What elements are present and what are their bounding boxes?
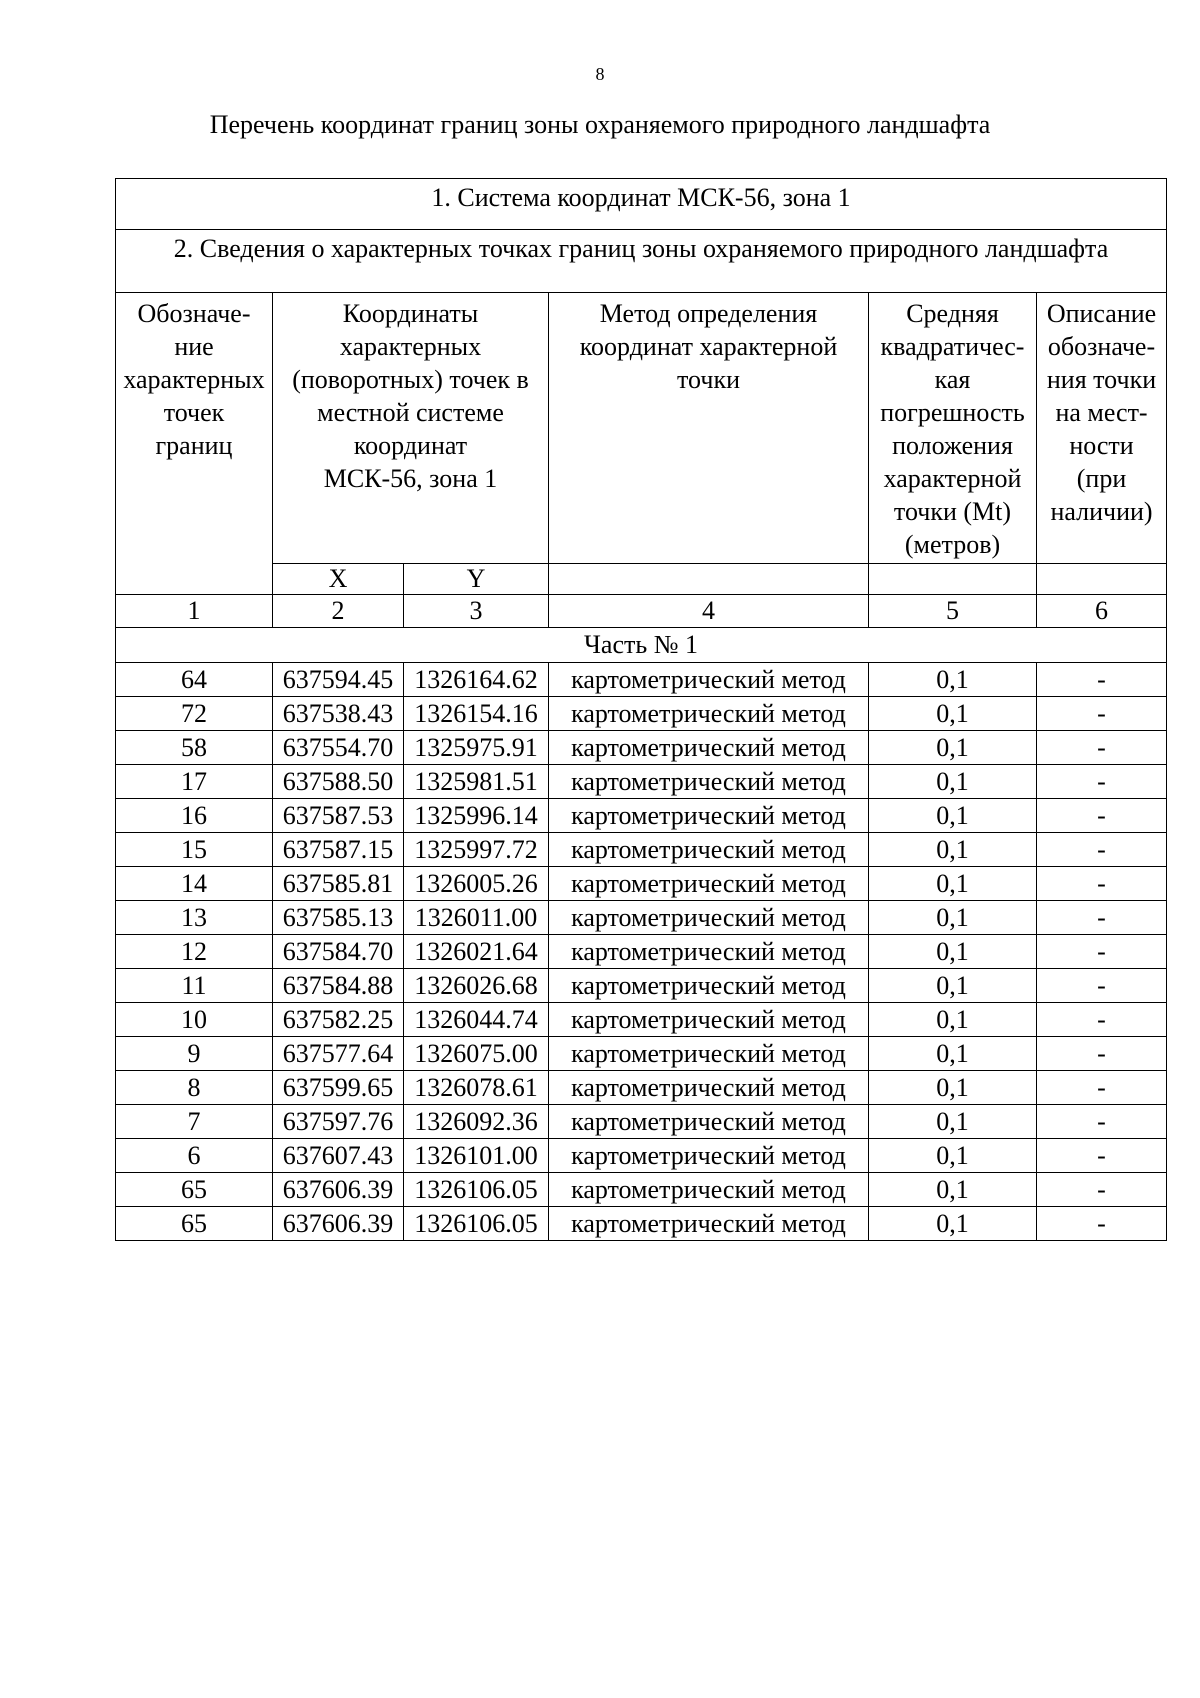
cell-description: - — [1037, 663, 1167, 697]
table-row — [116, 765, 1167, 799]
column-number-5: 5 — [869, 595, 1037, 628]
table-body — [116, 663, 1167, 1241]
cell-y: 1326026.68 — [404, 969, 549, 1003]
cell-description: - — [1037, 697, 1167, 731]
cell-mean-error: 0,1 — [869, 799, 1037, 833]
cell-x: 637584.88 — [273, 969, 404, 1003]
cell-point: 17 — [116, 765, 273, 799]
cell-y: 1325975.91 — [404, 731, 549, 765]
column-number-1: 1 — [116, 595, 273, 628]
column-number-2: 2 — [273, 595, 404, 628]
cell-x: 637606.39 — [273, 1207, 404, 1241]
cell-mean-error: 0,1 — [869, 1003, 1037, 1037]
cell-description: - — [1037, 731, 1167, 765]
cell-mean-error: 0,1 — [869, 765, 1037, 799]
column-number-4: 4 — [549, 595, 869, 628]
cell-method: картометрический метод — [549, 1207, 869, 1241]
cell-x: 637607.43 — [273, 1139, 404, 1173]
header-description: Описание обозначе- ния точки на мест- ности (при наличии) — [1037, 293, 1167, 564]
cell-y: 1325997.72 — [404, 833, 549, 867]
part-label: Часть № 1 — [116, 628, 1167, 663]
cell-point: 65 — [116, 1173, 273, 1207]
cell-y: 1326078.61 — [404, 1071, 549, 1105]
cell-method: картометрический метод — [549, 1105, 869, 1139]
cell-y: 1325996.14 — [404, 799, 549, 833]
table-row — [116, 901, 1167, 935]
cell-method: картометрический метод — [549, 1071, 869, 1105]
cell-description: - — [1037, 1105, 1167, 1139]
cell-mean-error: 0,1 — [869, 1071, 1037, 1105]
cell-description: - — [1037, 1003, 1167, 1037]
cell-y: 1326106.05 — [404, 1207, 549, 1241]
page-number: 8 — [595, 64, 605, 84]
cell-method: картометрический метод — [549, 1037, 869, 1071]
cell-method: картометрический метод — [549, 697, 869, 731]
cell-x: 637584.70 — [273, 935, 404, 969]
cell-y: 1326044.74 — [404, 1003, 549, 1037]
cell-y: 1326164.62 — [404, 663, 549, 697]
header-point-designation: Обозначе- ние характерных точек границ — [116, 293, 273, 595]
cell-description: - — [1037, 1173, 1167, 1207]
cell-mean-error: 0,1 — [869, 833, 1037, 867]
cell-description: - — [1037, 969, 1167, 1003]
cell-point: 9 — [116, 1037, 273, 1071]
header-description-blank — [1037, 564, 1167, 595]
cell-x: 637588.50 — [273, 765, 404, 799]
table-row — [116, 1207, 1167, 1241]
column-number-6: 6 — [1037, 595, 1167, 628]
header-y: Y — [404, 564, 549, 595]
cell-mean-error: 0,1 — [869, 969, 1037, 1003]
header-mean-error-blank — [869, 564, 1037, 595]
cell-point: 12 — [116, 935, 273, 969]
cell-point: 16 — [116, 799, 273, 833]
cell-y: 1326154.16 — [404, 697, 549, 731]
cell-y: 1326106.05 — [404, 1173, 549, 1207]
cell-y: 1326092.36 — [404, 1105, 549, 1139]
cell-method: картометрический метод — [549, 1003, 869, 1037]
cell-mean-error: 0,1 — [869, 1037, 1037, 1071]
cell-x: 637587.53 — [273, 799, 404, 833]
cell-x: 637585.13 — [273, 901, 404, 935]
cell-x: 637582.25 — [273, 1003, 404, 1037]
cell-y: 1326075.00 — [404, 1037, 549, 1071]
table-row — [116, 1071, 1167, 1105]
cell-point: 10 — [116, 1003, 273, 1037]
cell-x: 637594.45 — [273, 663, 404, 697]
cell-mean-error: 0,1 — [869, 731, 1037, 765]
cell-description: - — [1037, 799, 1167, 833]
cell-method: картометрический метод — [549, 663, 869, 697]
header-method-blank — [549, 564, 869, 595]
cell-point: 13 — [116, 901, 273, 935]
cell-method: картометрический метод — [549, 731, 869, 765]
cell-mean-error: 0,1 — [869, 663, 1037, 697]
cell-x: 637587.15 — [273, 833, 404, 867]
cell-point: 72 — [116, 697, 273, 731]
table-row — [116, 1139, 1167, 1173]
table-row — [116, 731, 1167, 765]
cell-point: 6 — [116, 1139, 273, 1173]
table-row — [116, 1037, 1167, 1071]
table-row — [116, 663, 1167, 697]
cell-description: - — [1037, 901, 1167, 935]
cell-method: картометрический метод — [549, 833, 869, 867]
cell-method: картометрический метод — [549, 765, 869, 799]
cell-method: картометрический метод — [549, 901, 869, 935]
table-row — [116, 1003, 1167, 1037]
cell-mean-error: 0,1 — [869, 935, 1037, 969]
header-x: X — [273, 564, 404, 595]
column-number-3: 3 — [404, 595, 549, 628]
cell-y: 1326011.00 — [404, 901, 549, 935]
cell-x: 637597.76 — [273, 1105, 404, 1139]
cell-x: 637554.70 — [273, 731, 404, 765]
cell-method: картометрический метод — [549, 1139, 869, 1173]
document-title: Перечень координат границ зоны охраняемого природного ландшафта — [209, 110, 991, 139]
cell-y: 1326101.00 — [404, 1139, 549, 1173]
table-row — [116, 935, 1167, 969]
header-coordinates: Координаты характерных (поворотных) точек в местной системе координат МСК-56, зона 1 — [273, 293, 549, 564]
cell-mean-error: 0,1 — [869, 1139, 1037, 1173]
table-row — [116, 867, 1167, 901]
cell-point: 11 — [116, 969, 273, 1003]
table-row — [116, 697, 1167, 731]
table-row — [116, 969, 1167, 1003]
cell-point: 7 — [116, 1105, 273, 1139]
cell-mean-error: 0,1 — [869, 1207, 1037, 1241]
coordinates-table — [115, 178, 1167, 1241]
cell-point: 64 — [116, 663, 273, 697]
cell-description: - — [1037, 1037, 1167, 1071]
cell-point: 15 — [116, 833, 273, 867]
table-row — [116, 1173, 1167, 1207]
cell-mean-error: 0,1 — [869, 1105, 1037, 1139]
cell-point: 65 — [116, 1207, 273, 1241]
cell-description: - — [1037, 935, 1167, 969]
table-row — [116, 1105, 1167, 1139]
cell-description: - — [1037, 867, 1167, 901]
cell-method: картометрический метод — [549, 1173, 869, 1207]
cell-description: - — [1037, 1207, 1167, 1241]
cell-y: 1326021.64 — [404, 935, 549, 969]
info-row: 2. Сведения о характерных точках границ зоны охраняемого природного ландшафта — [116, 230, 1167, 293]
cell-method: картометрический метод — [549, 799, 869, 833]
table-row — [116, 799, 1167, 833]
cell-x: 637585.81 — [273, 867, 404, 901]
coordinate-system-row: 1. Система координат МСК-56, зона 1 — [116, 179, 1167, 230]
cell-description: - — [1037, 1139, 1167, 1173]
cell-mean-error: 0,1 — [869, 1173, 1037, 1207]
cell-method: картометрический метод — [549, 935, 869, 969]
cell-point: 14 — [116, 867, 273, 901]
header-mean-error: Средняя квадратичес- кая погрешность положения характерной точки (Mt) (метров) — [869, 293, 1037, 564]
cell-mean-error: 0,1 — [869, 697, 1037, 731]
table-row — [116, 833, 1167, 867]
header-method: Метод определения координат характерной точки — [549, 293, 869, 564]
cell-description: - — [1037, 1071, 1167, 1105]
cell-point: 8 — [116, 1071, 273, 1105]
cell-x: 637599.65 — [273, 1071, 404, 1105]
cell-mean-error: 0,1 — [869, 901, 1037, 935]
cell-y: 1325981.51 — [404, 765, 549, 799]
cell-y: 1326005.26 — [404, 867, 549, 901]
cell-description: - — [1037, 765, 1167, 799]
cell-method: картометрический метод — [549, 969, 869, 1003]
cell-x: 637577.64 — [273, 1037, 404, 1071]
cell-x: 637538.43 — [273, 697, 404, 731]
cell-method: картометрический метод — [549, 867, 869, 901]
cell-mean-error: 0,1 — [869, 867, 1037, 901]
cell-point: 58 — [116, 731, 273, 765]
cell-x: 637606.39 — [273, 1173, 404, 1207]
cell-description: - — [1037, 833, 1167, 867]
